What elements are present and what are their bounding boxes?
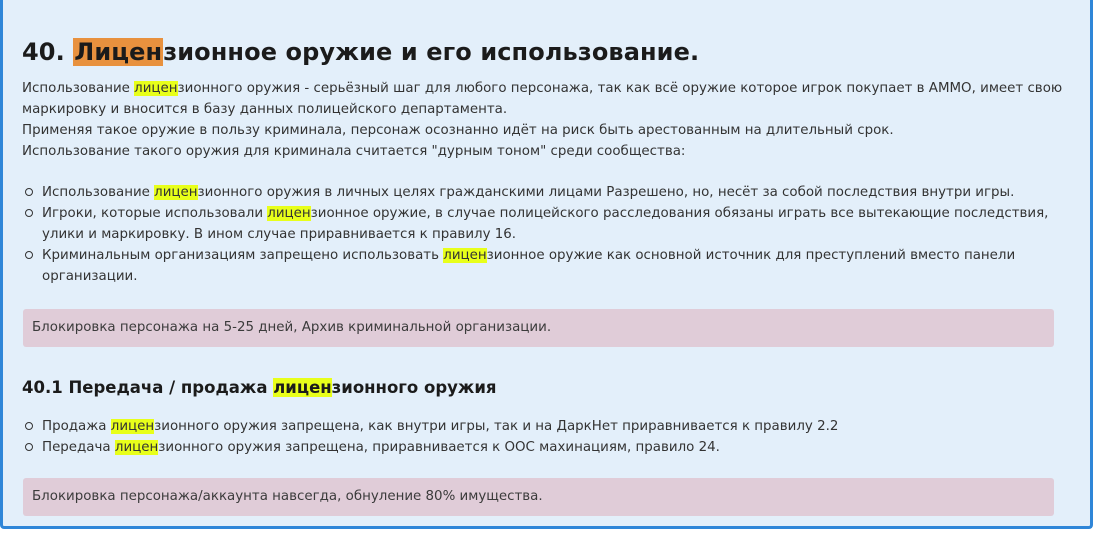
- intro-text: Использование: [22, 81, 135, 96]
- search-highlight: лицен: [134, 81, 178, 96]
- section-intro: [22, 78, 1072, 162]
- section-title: [22, 32, 1072, 72]
- intro-text: Применяя такое оружие в пользу криминала, персонаж осознанно идёт на риск быть арестованным на длительный срок.: [22, 123, 894, 138]
- subsection-rules-list: [22, 416, 1072, 458]
- search-highlight: лицен: [114, 440, 159, 455]
- title-highlight: Лицен: [74, 38, 163, 66]
- rules-list: [22, 182, 1072, 287]
- penalty-notice: Блокировка персонажа на 5-25 дней, Архив криминальной организации.: [23, 309, 1054, 347]
- title-rest: зионное оружие и его использование.: [163, 38, 700, 66]
- intro-text: Использование такого оружия для криминала считается "дурным тоном" среди сообщества:: [22, 144, 686, 159]
- search-highlight: лицен: [443, 248, 487, 263]
- list-item: Использование лицензионного оружия в личных целях гражданскими лицами Разрешено, но, несёт за собой последствия внутри игры.: [42, 182, 1072, 203]
- search-highlight: лицен: [273, 378, 332, 397]
- rules-content: [22, 32, 1072, 516]
- list-item: Продажа лицензионного оружия запрещена, как внутри игры, так и на ДаркНет приравнивается к правилу 2.2: [42, 416, 1072, 437]
- subsection-penalty-notice: Блокировка персонажа/аккаунта навсегда, обнуление 80% имущества.: [23, 478, 1054, 516]
- list-item: Криминальным организациям запрещено использовать лицензионное оружие как основной источник для преступлений вместо панели организации.: [42, 245, 1072, 287]
- search-highlight: лицен: [267, 206, 311, 221]
- list-item: Игроки, которые использовали лицензионное оружие, в случае полицейского расследования обязаны играть все вытекающие последствия, улики и маркировку. В ином случае приравнивается к правилу 16.: [42, 203, 1072, 245]
- subsection-title: 40.1 Передача / продажа лицензионного оружия: [22, 378, 497, 397]
- section-number: 40.: [22, 38, 65, 66]
- intro-text: зионного оружия - серьёзный шаг для любого персонажа, так как всё оружие которое игрок покупает в AMMO, имеет свою маркировку и вносится в базу данных полицейского департамента.: [22, 81, 1063, 117]
- search-highlight: лицен: [110, 419, 155, 434]
- list-item: Передача лицензионного оружия запрещена, приравнивается к ООС махинациям, правило 24.: [42, 437, 1072, 458]
- search-highlight: лицен: [154, 185, 198, 200]
